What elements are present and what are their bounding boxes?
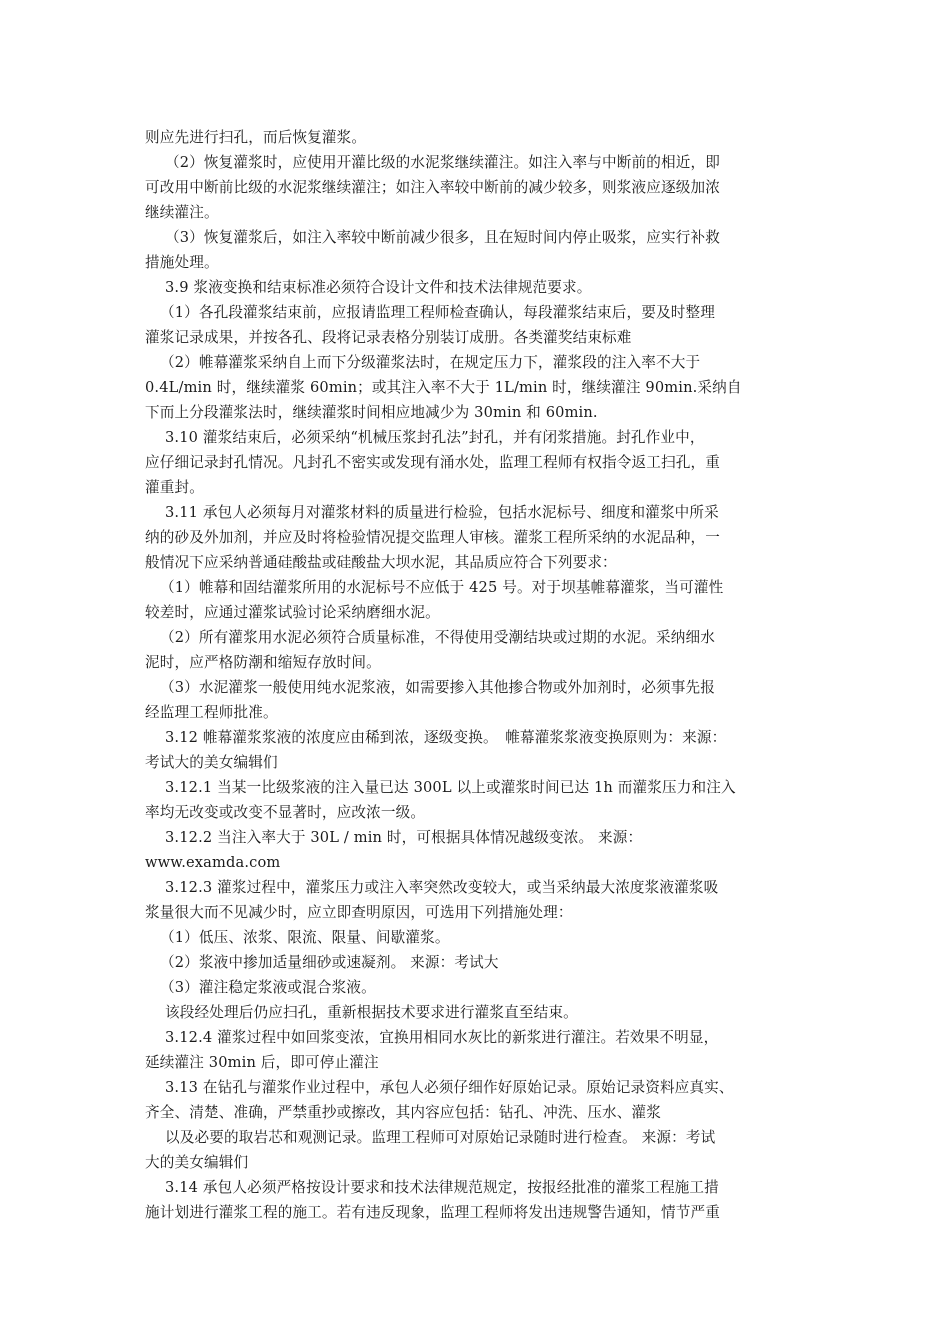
text-line: 则应先进行扫孔，而后恢复灌浆。	[145, 129, 367, 146]
text-line: 较差时，应通过灌浆试验讨论采纳磨细水泥。	[145, 604, 440, 621]
text-line: （2）浆液中掺加适量细砂或速凝剂。 来源：考试大	[160, 954, 499, 971]
text-line: （1）各孔段灌浆结束前，应报请监理工程师检查确认，每段灌浆结束后，要及时整理	[160, 304, 715, 321]
text-line: （2）帷幕灌浆采纳自上而下分级灌浆法时，在规定压力下，灌浆段的注入率不大于	[160, 354, 701, 371]
text-line: （1）低压、浓浆、限流、限量、间歇灌浆。	[160, 929, 450, 946]
text-line: 考试大的美女编辑们	[145, 754, 278, 771]
text-line: 继续灌注。	[145, 204, 219, 221]
text-line: 措施处理。	[145, 254, 219, 271]
text-line: （3）水泥灌浆一般使用纯水泥浆液，如需要掺入其他掺合物或外加剂时，必须事先报	[160, 679, 715, 696]
text-line: 应仔细记录封孔情况。凡封孔不密实或发现有涌水处，监理工程师有权指令返工扫孔，重	[145, 454, 721, 471]
text-line: 0.4L/min 时，继续灌浆 60min；或其注入率不大于 1L/min 时，继续灌注 90min.采纳自	[145, 379, 742, 396]
text-line: （3）恢复灌浆后，如注入率较中断前减少很多，且在短时间内停止吸浆，应实行补救	[165, 229, 720, 246]
text-line: 灌浆记录成果，并按各孔、段将记录表格分别装订成册。各类灌奖结束标难	[145, 329, 632, 346]
text-line: 泥时，应严格防潮和缩短存放时间。	[145, 654, 381, 671]
text-line: 大的美女编辑们	[145, 1154, 249, 1171]
section-heading-line: 3.12.3 灌浆过程中，灌浆压力或注入率突然改变较大，或当采纳最大浓度浆液灌浆吸	[165, 879, 719, 896]
text-line: 齐全、清楚、准确，严禁重抄或擦改，其内容应包括：钻孔、冲洗、压水、灌浆	[145, 1104, 662, 1121]
section-heading-line: 3.9 浆液变换和结束标准必须符合设计文件和技术法律规范要求。	[165, 279, 592, 296]
text-line: 般情况下应采纳普通硅酸盐或硅酸盐大坝水泥，其品质应符合下列要求：	[145, 554, 617, 571]
section-heading-line: 3.13 在钻孔与灌浆作业过程中，承包人必须仔细作好原始记录。原始记录资料应真实、	[165, 1079, 734, 1096]
text-line: 下而上分段灌浆法时，继续灌浆时间相应地减少为 30min 和 60min.	[145, 404, 598, 421]
text-line: www.examda.com	[145, 854, 281, 871]
text-line: （2）恢复灌浆时，应使用开灌比级的水泥浆继续灌注。如注入率与中断前的相近，即	[165, 154, 720, 171]
section-heading-line: 3.12.2 当注入率大于 30L / min 时，可根据具体情况越级变浓。 来源：	[165, 829, 643, 846]
section-heading-line: 3.10 灌浆结束后，必须采纳“机械压浆封孔法”封孔，并有闭浆措施。封孔作业中，	[165, 429, 705, 446]
text-line: 延续灌注 30min 后，即可停止灌注	[145, 1054, 379, 1071]
text-line: 可改用中断前比级的水泥浆继续灌注；如注入率较中断前的减少较多，则浆液应逐级加浓	[145, 179, 721, 196]
text-line: （3）灌注稳定浆液或混合浆液。	[160, 979, 376, 996]
section-heading-line: 3.14 承包人必须严格按设计要求和技术法律规范规定，按报经批准的灌浆工程施工措	[165, 1179, 719, 1196]
text-line: 施计划进行灌浆工程的施工。若有违反现象，监理工程师将发出违规警告通知，情节严重	[145, 1204, 721, 1221]
text-line: （1）帷幕和固结灌浆所用的水泥标号不应低于 425 号。对于坝基帷幕灌浆，当可灌性	[160, 579, 724, 596]
section-heading-line: 3.11 承包人必须每月对灌浆材料的质量进行检验，包括水泥标号、细度和灌浆中所采	[165, 504, 719, 521]
section-heading-line: 3.12 帷幕灌浆浆液的浓度应由稀到浓，逐级变换。 帷幕灌浆浆液变换原则为：来源：	[165, 729, 727, 746]
text-line: （2）所有灌浆用水泥必须符合质量标准，不得使用受潮结块或过期的水泥。采纳细水	[160, 629, 715, 646]
text-line: 灌重封。	[145, 479, 204, 496]
text-line: 经监理工程师批准。	[145, 704, 278, 721]
text-line: 率均无改变或改变不显著时，应改浓一级。	[145, 804, 426, 821]
text-line: 纳的砂及外加剂，并应及时将检验情况提交监理人审核。灌浆工程所采纳的水泥品种，一	[145, 529, 721, 546]
section-heading-line: 3.12.1 当某一比级浆液的注入量已达 300L 以上或灌浆时间已达 1h 而灌浆压力和注入	[165, 779, 736, 796]
text-line: 浆量很大而不见减少时，应立即查明原因，可选用下列措施处理：	[145, 904, 573, 921]
text-line: 该段经处理后仍应扫孔，重新根据技术要求进行灌浆直至结束。	[165, 1004, 578, 1021]
text-line: 以及必要的取岩芯和观测记录。监理工程师可对原始记录随时进行检查。 来源：考试	[165, 1129, 716, 1146]
section-heading-line: 3.12.4 灌浆过程中如回浆变浓，宜换用相同水灰比的新浆进行灌注。若效果不明显，	[165, 1029, 719, 1046]
